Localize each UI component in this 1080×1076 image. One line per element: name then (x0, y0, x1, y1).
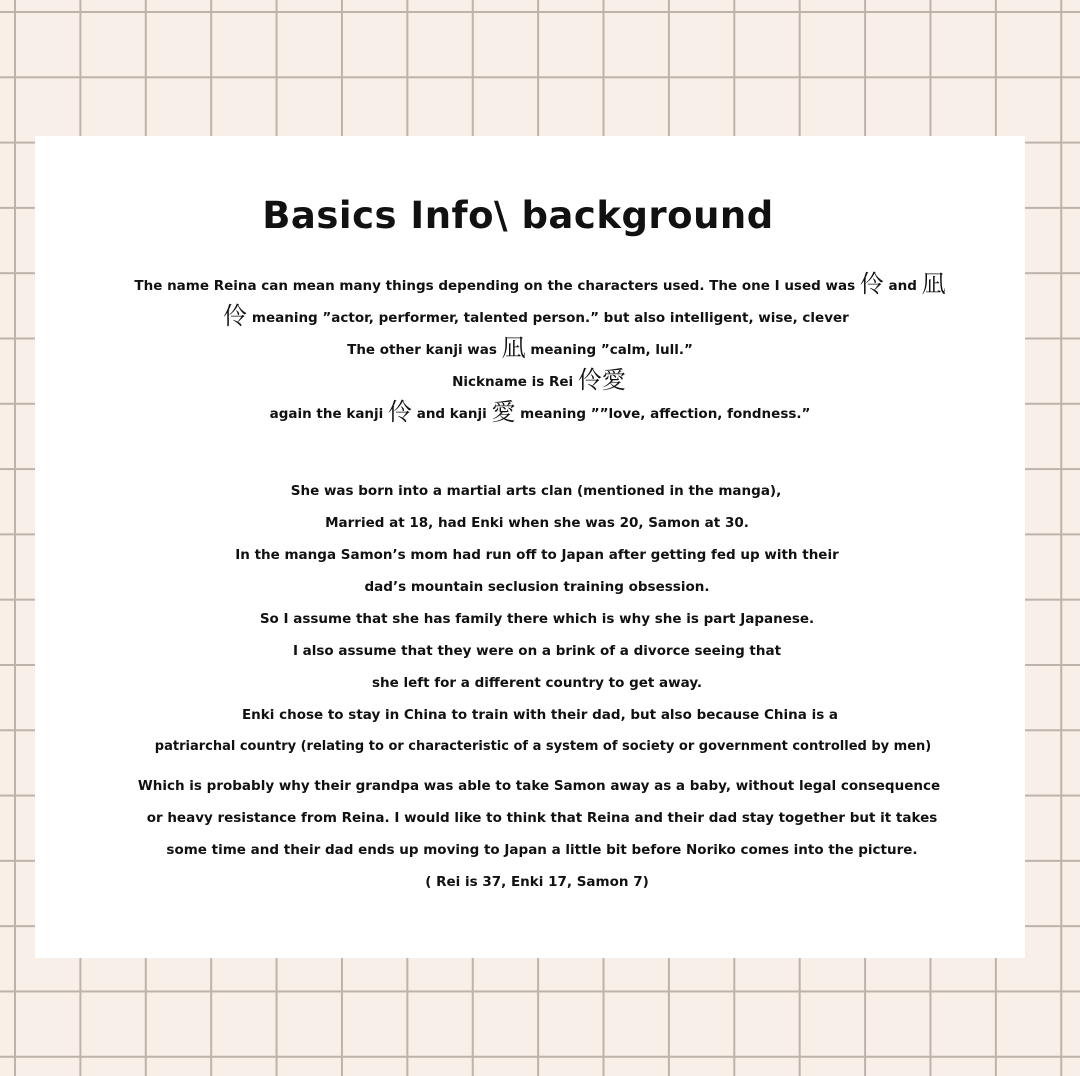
name-line-5 (0, 398, 1080, 426)
kanji: 伶 (223, 302, 248, 330)
background-line: She was born into a martial arts clan (mentioned in the manga), (290, 483, 782, 499)
background-line: Married at 18, had Enki when she was 20, Samon at 30. (325, 515, 749, 531)
background-line: dad’s mountain seclusion training obsession. (364, 579, 710, 595)
text: meaning ”actor, performer, talented person.” but also intelligent, wise, clever (251, 310, 849, 326)
background-line: Which is probably why their grandpa was able to take Samon away as a baby, without legal consequence (137, 778, 941, 794)
background-line: ( Rei is 37, Enki 17, Samon 7) (425, 874, 649, 890)
background-line: Enki chose to stay in China to train with their dad, but also because China is a (241, 707, 839, 723)
kanji: 愛 (491, 398, 516, 426)
kanji: 伶愛 (577, 366, 626, 394)
kanji: 伶 (859, 270, 884, 298)
background-line: In the manga Samon’s mom had run off to Japan after getting fed up with their (235, 547, 839, 563)
background-line: So I assume that she has family there which is why she is part Japanese. (259, 611, 815, 627)
name-line-1 (0, 270, 1080, 298)
page-title: Basics Info\ background (262, 194, 774, 237)
text: The other kanji was (347, 342, 497, 358)
text: again the kanji (269, 406, 384, 422)
text: and kanji (416, 406, 487, 422)
kanji: 凪 (921, 270, 946, 298)
text: The name Reina can mean many things depending on the characters used. The one I used was (134, 278, 856, 294)
text: meaning ”calm, lull.” (530, 342, 693, 358)
name-line-2 (0, 302, 1076, 330)
name-line-4 (0, 366, 1079, 394)
background-line: patriarchal country (relating to or characteristic of a system of society or government controlled by men) (154, 739, 932, 754)
kanji: 凪 (501, 334, 526, 362)
text: and (888, 278, 917, 294)
name-line-3 (0, 334, 1060, 362)
background-line: or heavy resistance from Reina. I would like to think that Reina and their dad stay together but it takes (146, 810, 938, 826)
kanji: 伶 (388, 398, 412, 426)
text: meaning ””love, affection, fondness.” (520, 406, 811, 422)
background-line: she left for a different country to get away. (371, 675, 703, 691)
text: Nickname is Rei (452, 374, 574, 390)
background-line: some time and their dad ends up moving to Japan a little bit before Noriko comes into the picture. (166, 842, 918, 858)
background-line: I also assume that they were on a brink of a divorce seeing that (292, 643, 782, 659)
